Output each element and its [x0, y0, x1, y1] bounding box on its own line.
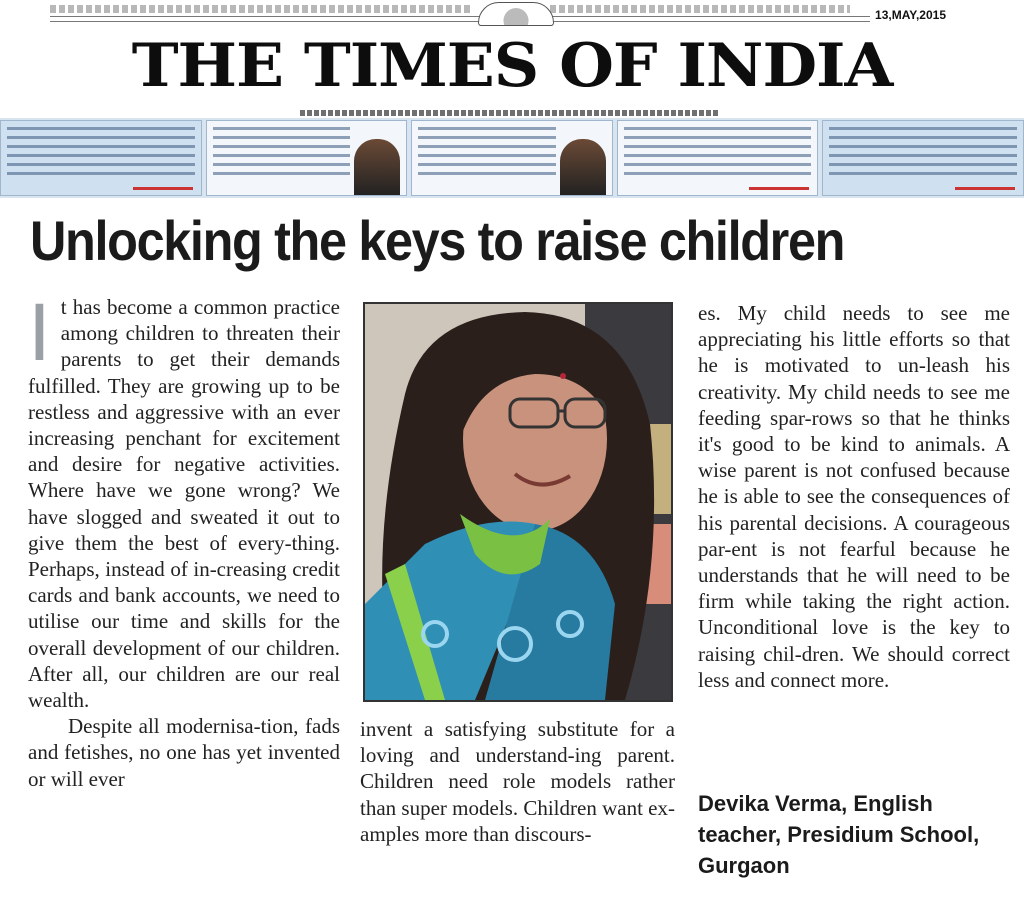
masthead-fine-print-left [50, 5, 470, 13]
teaser-panel [411, 120, 613, 196]
teaser-panel [206, 120, 408, 196]
article-column-1 [28, 287, 340, 792]
newspaper-masthead: THE TIMES OF INDIA [131, 31, 893, 101]
author-byline [698, 788, 998, 881]
byline-place: Gurgaon [698, 853, 790, 878]
byline-role: teacher, Presidium School, [698, 822, 980, 847]
masthead-strapline [300, 110, 720, 116]
masthead-rule [50, 16, 870, 22]
article-paragraph: Despite all modernisa-tion, fads and fetishes, no one has yet invented or will ever [28, 714, 340, 791]
article-column-3 [698, 300, 1010, 693]
edition-date: 13,MAY,2015 [875, 8, 946, 22]
teaser-panel [822, 120, 1024, 196]
article-paragraph: es. My child needs to see me appreciating his little efforts so that he is motivated to un-leash his creativity. My child needs to see me feeding spar-rows so that he thinks it's good to be kind to animals. A wise parent is not confused because he is able to see the consequences of his parental decisions. A courageous par-ent is not fearful because he understands that he will need to be firm while taking the right action. Unconditional love is the key to raising chil-dren. We should correct less and connect more. [698, 301, 1010, 692]
article-column-2 [360, 716, 675, 847]
drop-cap: I [28, 287, 51, 378]
byline-name: Devika Verma, English [698, 791, 933, 816]
teaser-portrait-icon [354, 139, 400, 195]
teaser-panel [617, 120, 819, 196]
article-paragraph: t has become a common practice among children to threaten their parents to get their demands fulfilled. They are growing up to be restless and aggressive with an ever increasing penchant for excitement and desire for negative activities. Where have we gone wrong? We have slogged and sweated it out to give them the best of every-thing. Perhaps, instead of in-creasing credit cards and bank accounts, we need to utilise our time and skills for the overall development of our children. After all, our children are our real wealth. [28, 295, 340, 713]
article-headline: Unlocking the keys to raise children [30, 209, 845, 272]
masthead-fine-print-right [550, 5, 850, 13]
teaser-strip [0, 118, 1024, 198]
masthead-emblem-icon [478, 2, 554, 26]
teaser-portrait-icon [560, 139, 606, 195]
author-photo [363, 302, 673, 702]
article-paragraph: invent a satisfying substitute for a loving and understand-ing parent. Children need role models rather than super models. Children want ex-amples more than discours- [360, 717, 675, 846]
teaser-panel [0, 120, 202, 196]
